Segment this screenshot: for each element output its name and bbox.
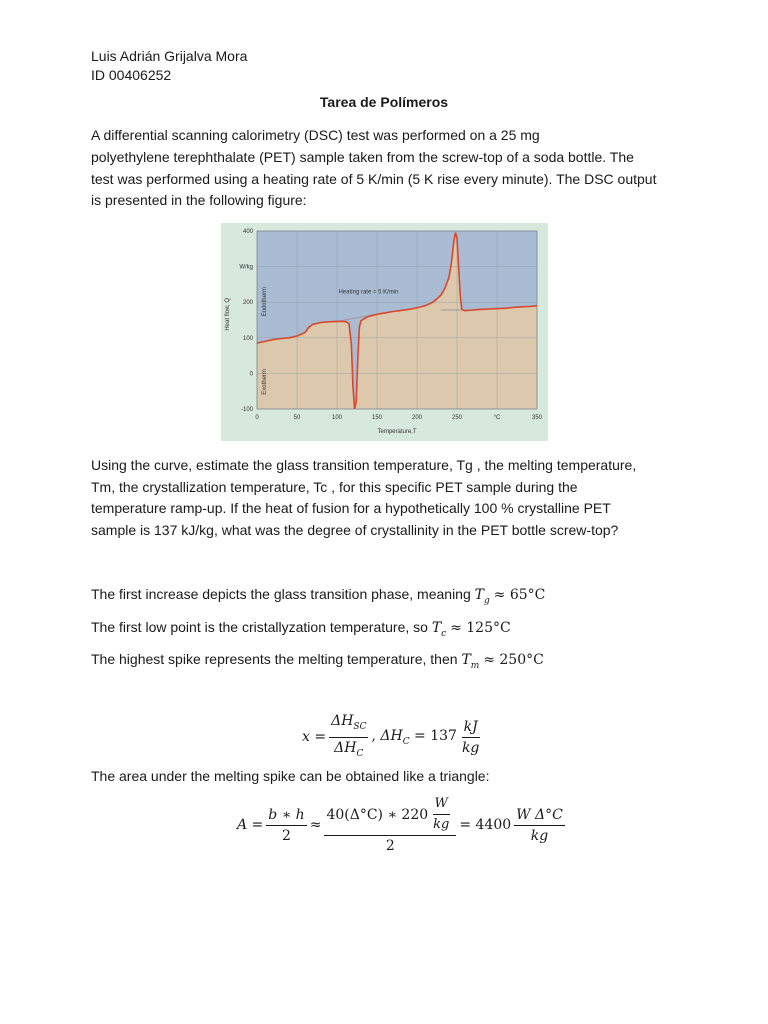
area-equation [237, 796, 568, 854]
intro-line: is presented in the following figure: [91, 192, 307, 208]
plot-area [257, 231, 537, 409]
x-tick-label: 100 [331, 415, 343, 421]
eq2-f1-den: 2 [282, 827, 291, 844]
y-tick-label: W/kg [239, 264, 253, 271]
eq2-f2-unit-num: W [433, 796, 450, 815]
eq1-unit-den: kg [461, 739, 480, 756]
eq1-unit-num: kJ [462, 719, 480, 738]
x-tick-label: 50 [293, 415, 301, 421]
eq1-x: x = [302, 729, 327, 746]
eq2-f2-unit [431, 796, 451, 833]
eq2-unit-den: kg [530, 827, 549, 844]
tc-answer [91, 618, 511, 643]
tg-symbol: $T_g$ [474, 587, 490, 606]
dsc-chart [221, 223, 548, 441]
y-tick-label: 200 [242, 300, 253, 307]
eq1-numerator: $\Delta H_{SC}$ [329, 713, 368, 738]
question-line: sample is 137 kJ/kg, what was the degree of crystallinity in the PET bottle screw-top? [91, 522, 619, 538]
y-tick-label: 400 [242, 229, 253, 235]
eq2-a: A = [237, 817, 264, 833]
tg-value: ≈ 65°C [493, 587, 546, 603]
question-line: Using the curve, estimate the glass transition temperature, Tg , the melting temperature, [91, 457, 637, 473]
y-tick-label: 0 [249, 371, 253, 378]
eq1-denominator: $\Delta H_C$ [334, 739, 364, 759]
x-tick-label: 250 [451, 415, 463, 421]
tm-text: The highest spike represents the melting temperature, then [91, 651, 462, 667]
eq2-f2-num [324, 796, 456, 836]
document-title: Tarea de Polímeros [319, 94, 449, 110]
tm-value: ≈ 250°C [483, 652, 544, 668]
tm-symbol: $T_m$ [461, 652, 480, 671]
eq2-f1-num: b ∗ h [266, 807, 306, 826]
x-tick-label: 0 [255, 415, 259, 421]
tc-text: The first low point is the cristallyzation temperature, so [91, 619, 432, 635]
intro-line: polyethylene terephthalate (PET) sample taken from the screw-top of a soda bottle. The [91, 149, 634, 165]
y-tick-label: 100 [242, 335, 253, 342]
x-tick-label: 150 [371, 415, 383, 421]
eq2-unit-num: W Δ°C [514, 807, 565, 826]
question-line: Tm, the crystallization temperature, Tc , for this specific PET sample during the [91, 479, 578, 495]
x-tick-label: °C [493, 415, 501, 421]
tc-symbol: $T_c$ [431, 620, 447, 639]
tm-answer [91, 650, 544, 675]
x-tick-label: 350 [531, 415, 543, 421]
x-axis-label: Temperature,T [377, 429, 417, 435]
eq2-unit [514, 807, 565, 844]
y-axis-label: Heat flow, Q [225, 297, 231, 331]
tg-text: The first increase depicts the glass transition phase, meaning [91, 586, 475, 602]
eq2-approx: ≈ [309, 817, 322, 833]
heating-rate-annotation: Heating rate = 5 K/min [338, 289, 399, 296]
x-tick-label: 200 [411, 415, 423, 421]
eq2-result: = 4400 [459, 817, 512, 833]
eq1-unit [460, 719, 481, 756]
eq2-f2-num-text: 40(Δ°C) ∗ 220 [326, 806, 429, 823]
intro-line: test was performed using a heating rate of 5 K/min (5 K rise every minute). The DSC output [91, 171, 657, 187]
eq1-fraction [329, 713, 368, 762]
intro-line: A differential scanning calorimetry (DSC) test was performed on a 25 mg [91, 127, 540, 143]
tg-answer [91, 585, 545, 610]
question-line: temperature ramp-up. If the heat of fusion for a hypothetically 100 % crystalline PET [91, 500, 611, 516]
eq2-fraction1 [266, 807, 306, 844]
eq1-heat-of-fusion: , $\Delta H_C = 137$ [371, 727, 457, 747]
endotherm-label: Endotherm [262, 287, 268, 317]
area-explanation: The area under the melting spike can be obtained like a triangle: [91, 768, 490, 784]
tc-value: ≈ 125°C [450, 620, 511, 636]
exotherm-label: Exotherm [262, 369, 268, 395]
eq2-f2-unit-den: kg [433, 817, 450, 832]
author-name: Luis Adrián Grijalva Mora [91, 48, 248, 64]
student-id: ID 00406252 [91, 67, 172, 83]
eq2-f2-den: 2 [385, 838, 395, 854]
crystallinity-equation [302, 713, 484, 762]
y-tick-label: -100 [240, 407, 253, 413]
eq2-fraction2 [324, 796, 456, 854]
